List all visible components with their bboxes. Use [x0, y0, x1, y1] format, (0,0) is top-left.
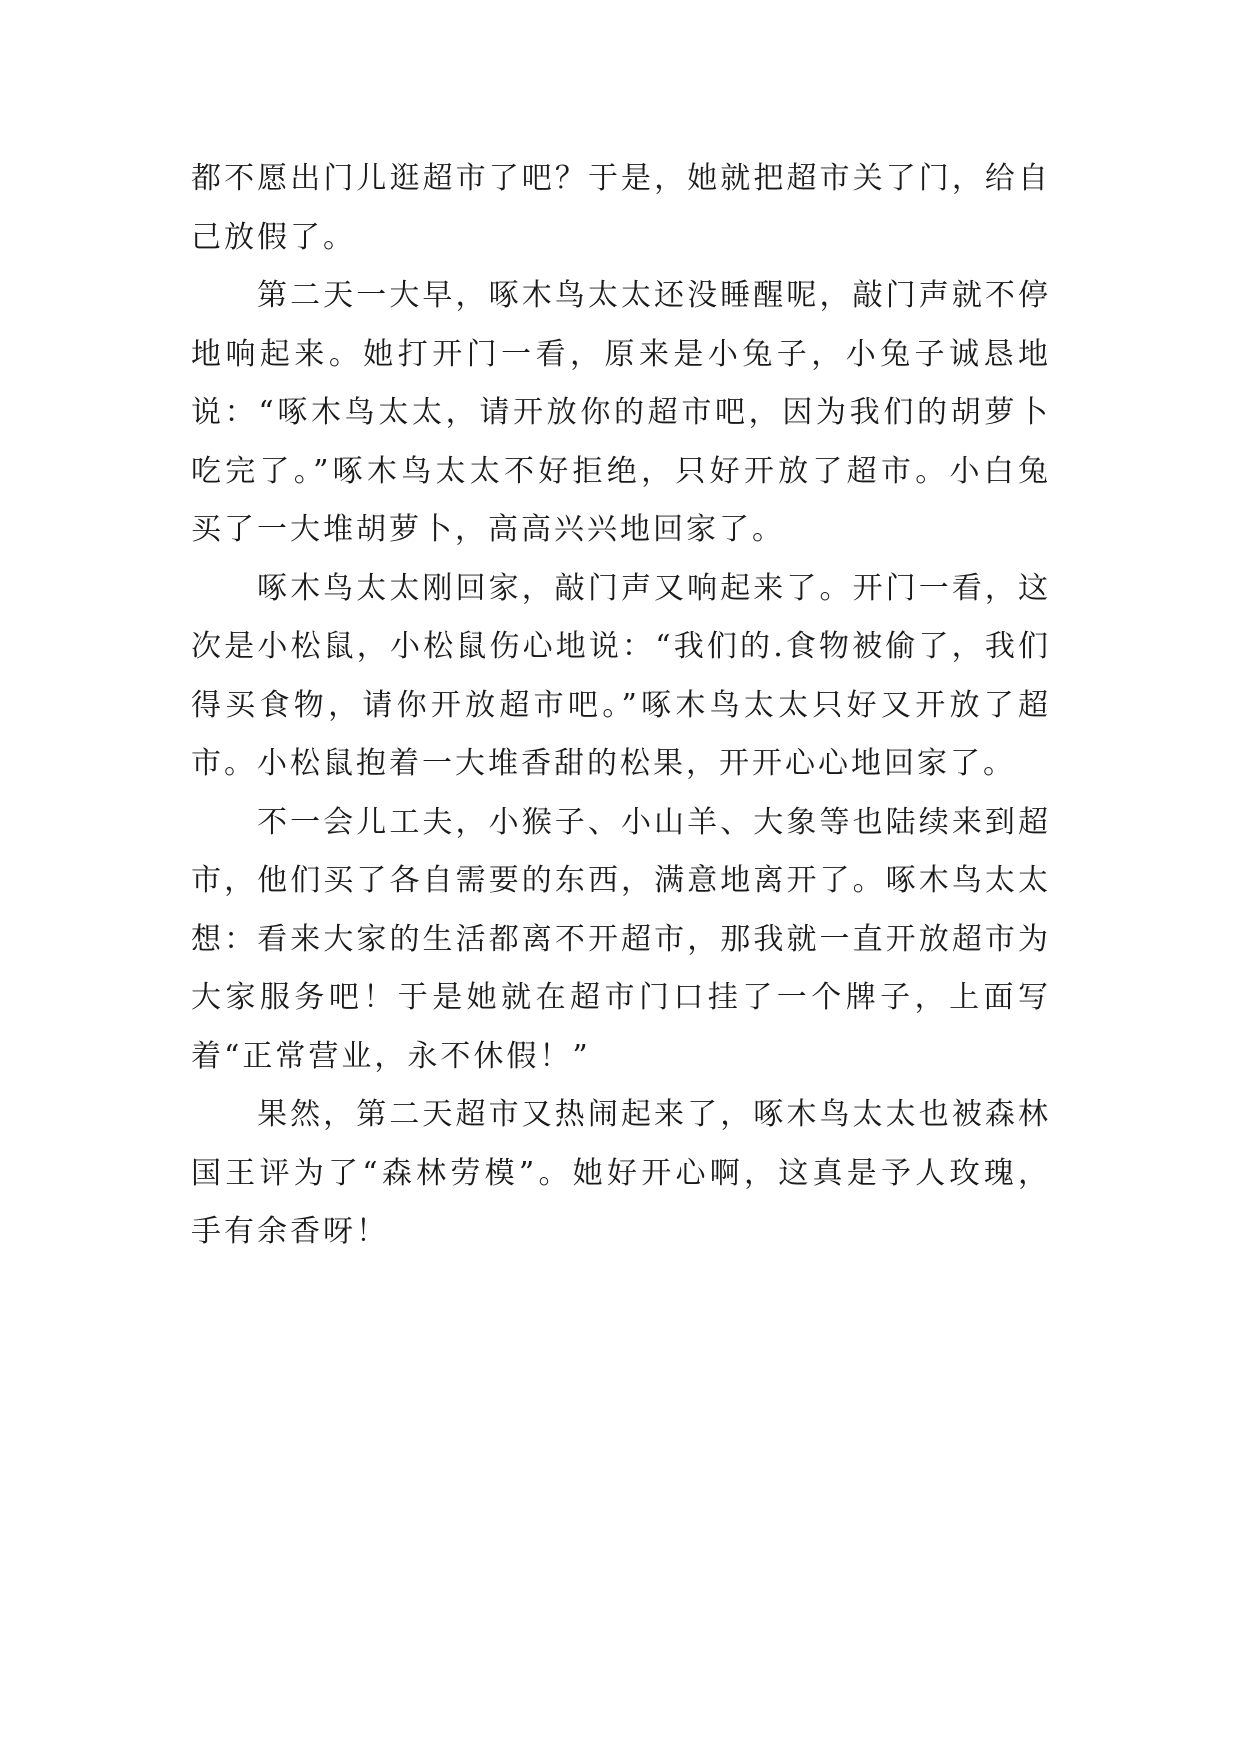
paragraph: 不一会儿工夫，小猴子、小山羊、大象等也陆续来到超市，他们买了各自需要的东西，满意地离开了。啄木鸟太太想：看来大家的生活都离不开超市，那我就一直开放超市为大家服务吧！于是她就在超市门口挂了一个牌子，上面写着“正常营业，永不休假！” — [191, 804, 1051, 1074]
paragraph: 啄木鸟太太刚回家，敲门声又响起来了。开门一看，这次是小松鼠，小松鼠伤心地说：“我们的.食物被偷了，我们得买食物，请你开放超市吧。”啄木鸟太太只好又开放了超市。小松鼠抱着一大堆香甜的松果，开开心心地回家了。 — [191, 570, 1051, 781]
paragraph-continuation: 都不愿出门儿逛超市了吧？于是，她就把超市关了门，给自己放假了。 — [191, 161, 1051, 255]
document-body — [191, 150, 1051, 1262]
paragraph: 果然，第二天超市又热闹起来了，啄木鸟太太也被森林国王评为了“森林劳模”。她好开心啊，这真是予人玫瑰，手有余香呀！ — [191, 1097, 1051, 1249]
paragraph: 第二天一大早，啄木鸟太太还没睡醒呢，敲门声就不停地响起来。她打开门一看，原来是小兔子，小兔子诚恳地说：“啄木鸟太太，请开放你的超市吧，因为我们的胡萝卜吃完了。”啄木鸟太太不好拒绝，只好开放了超市。小白兔买了一大堆胡萝卜，高高兴兴地回家了。 — [191, 278, 1051, 547]
